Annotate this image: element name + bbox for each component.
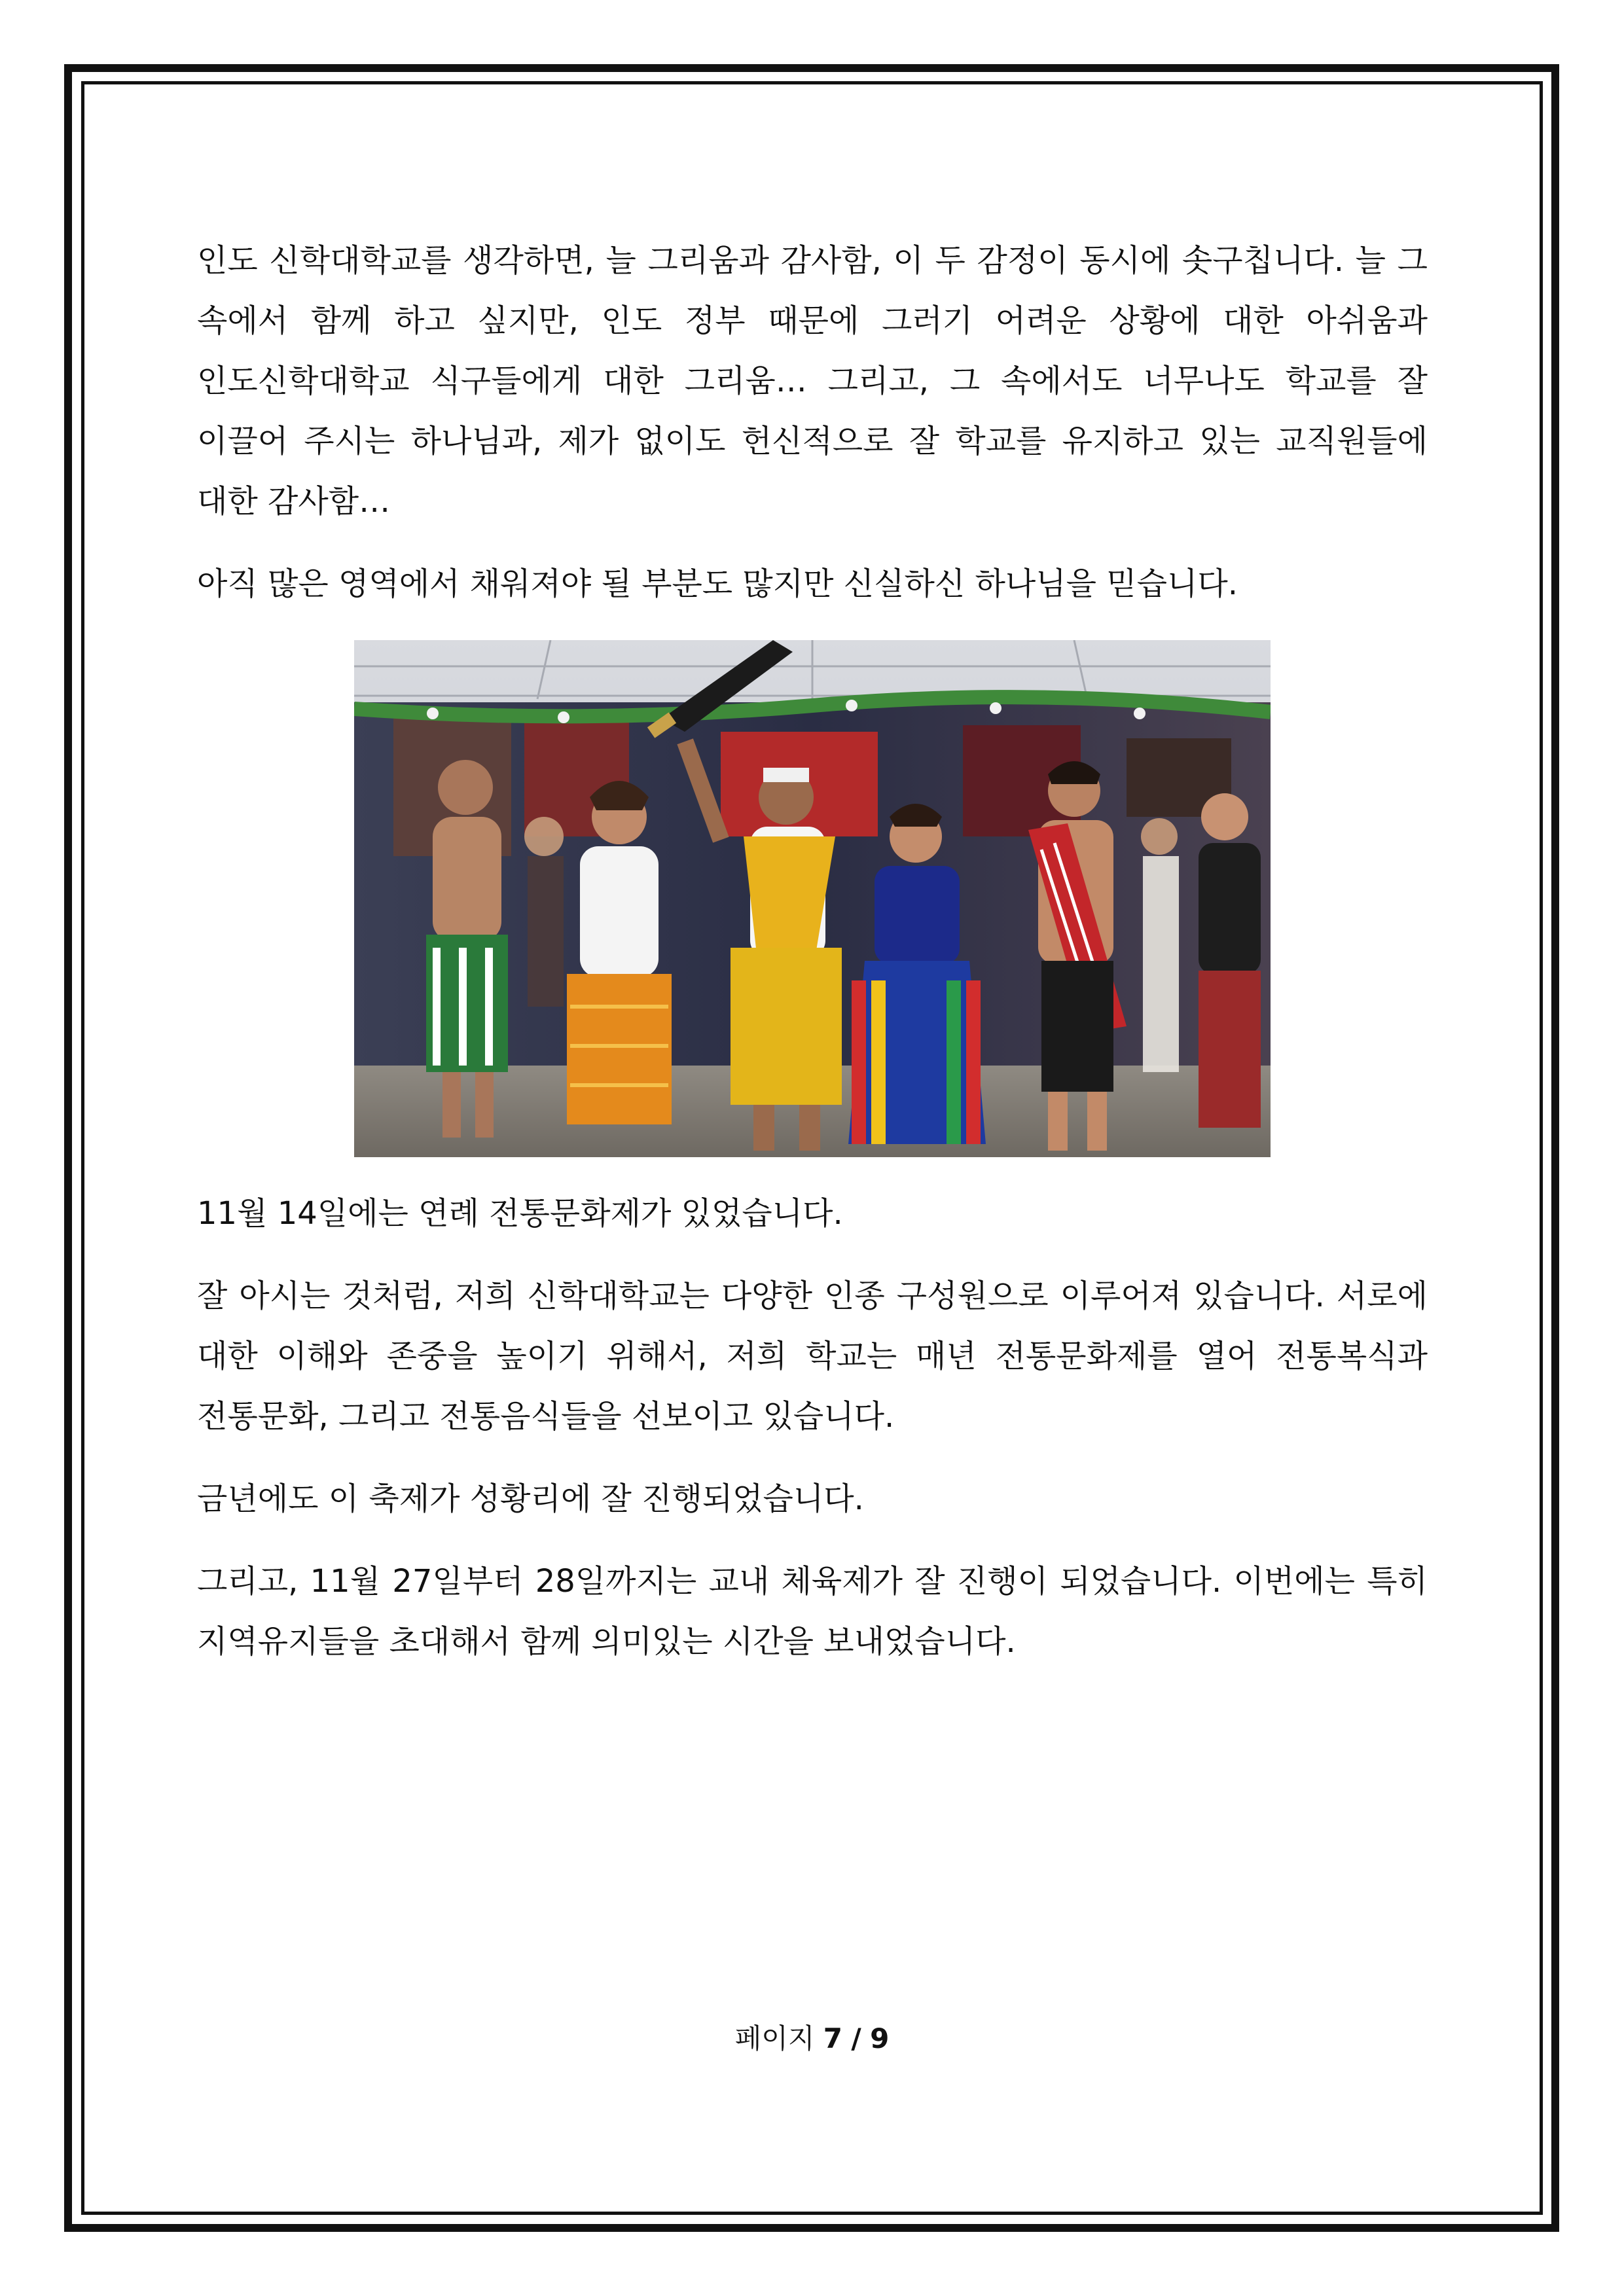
paragraph-sports-day: 그리고, 11월 27일부터 28일까지는 교내 체육제가 잘 진행이 되었습니다. 이번에는 특히 지역유지들을 초대해서 함께 의미있는 시간을 보내었습니다. [197,1563,1428,1660]
festival-photo [354,640,1271,1157]
page-number-footer [0,2019,1624,2058]
page-number-prefix: 페이지 [734,2022,815,2054]
paragraph-festival-success: 금년에도 이 축제가 성황리에 잘 진행되었습니다. [197,1480,864,1517]
festival-photo-illustration [354,640,1271,1157]
page-number-total: 9 [870,2022,890,2054]
page-number-separator: / [851,2022,861,2054]
document-body-top [197,230,1428,614]
paragraph-festival-description: 잘 아시는 것처럼, 저희 신학대학교는 다양한 인종 구성원으로 이루어져 있습니다. 서로에 대한 이해와 존중을 높이기 위해서, 저희 학교는 매년 전통문화제를 열어 전통복식과 전통문화, 그리고 전통음식들을 선보이고 있습니다. [197,1278,1428,1435]
paragraph-intro: 인도 신학대학교를 생각하면, 늘 그리움과 감사함, 이 두 감정이 동시에 솟구칩니다. 늘 그 속에서 함께 하고 싶지만, 인도 정부 때문에 그러기 어려운 상황에 대한 아쉬움과 인도신학대학교 식구들에게 대한 그리움… 그리고, 그 속에서도 너무나도 학교를 잘 이끌어 주시는 하나님과, 제가 없이도 헌신적으로 잘 학교를 유지하고 있는 교직원들에 대한 감사함… [197,242,1428,520]
paragraph-faith: 아직 많은 영역에서 채워져야 될 부분도 많지만 신실하신 하나님을 믿습니다. [197,565,1238,602]
page-number-current: 7 [823,2022,842,2054]
paragraph-festival-date: 11월 14일에는 연례 전통문화제가 있었습니다. [197,1195,843,1232]
document-body-bottom [197,1183,1428,1672]
